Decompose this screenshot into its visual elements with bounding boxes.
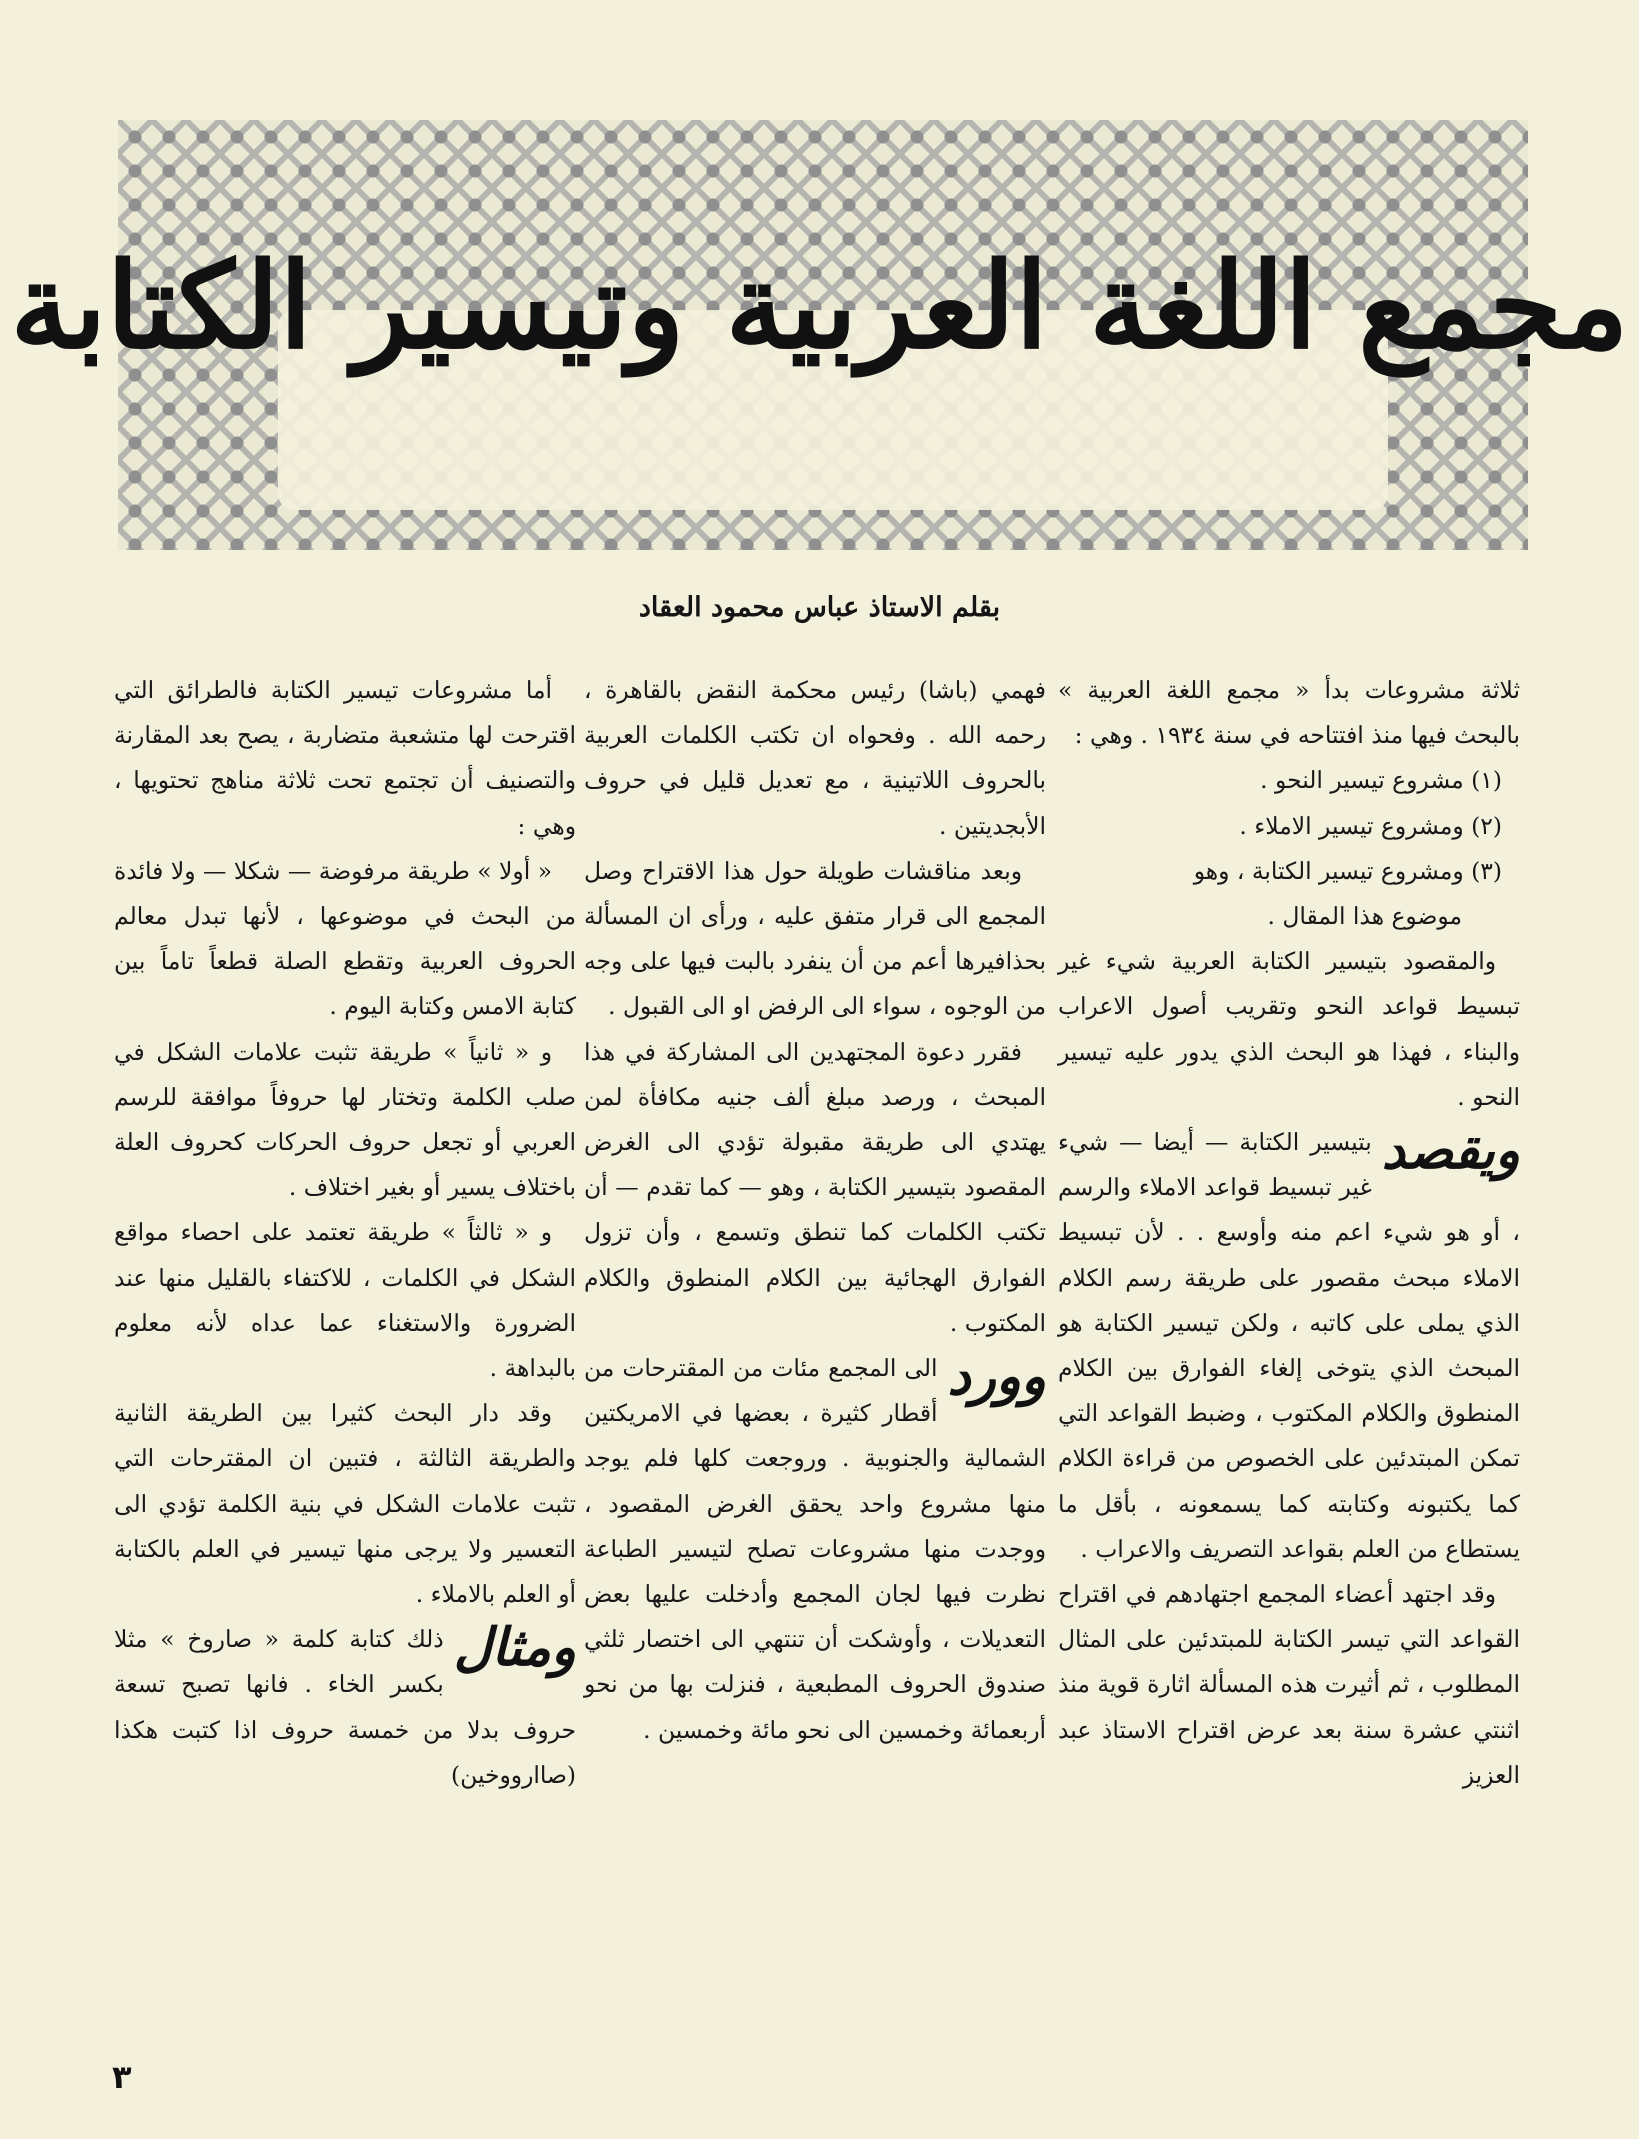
drop-word: وورد	[947, 1346, 1046, 1408]
paragraph-text: ذلك كتابة كلمة « صاروخ » مثلا بكسر الخاء . فانها تصبح تسعة حروف بدلا من خمسة حروف اذا كتبت هكذا (صاارووخين)	[114, 1625, 576, 1789]
list-item: موضوع هذا المقال .	[1267, 902, 1462, 931]
list-item: (٢) ومشروع تيسير الاملاء .	[1239, 811, 1502, 840]
drop-word: ومثال	[453, 1617, 576, 1679]
paragraph: فقرر دعوة المجتهدين الى المشاركة في هذا المبحث ، ورصد مبلغ ألف جنيه مكافأة لمن يهتدي الى طريقة مقبولة تؤدي الى الغرض المقصود بتيسير الكتابة ، وهو — كما تقدم — أن تكتب الكلمات كما تنطق وتسمع ، وأن تزول الفوارق الهجائية بين الكلام المنطوق والكلام المكتوب .	[584, 1037, 1046, 1337]
paragraph: « أولا » طريقة مرفوضة — شكلا — ولا فائدة من البحث في موضوعها ، لأنها تبدل معالم الحروف العربية وتقطع الصلة قطعاً تاماً بين كتابة الامس وكتابة اليوم .	[114, 856, 576, 1021]
paragraph: والمقصود بتيسير الكتابة العربية شيء غير تبسيط قواعد النحو وتقريب أصول الاعراب والبناء ، فهذا هو البحث الذي يدور عليه تيسير النحو .	[1058, 947, 1520, 1111]
paragraph: أما مشروعات تيسير الكتابة فالطرائق التي اقترحت لها متشعبة متضاربة ، يصح بعد المقارنة والتصنيف أن تجتمع تحت ثلاثة مناهج تحتويها ، وهي :	[114, 676, 576, 840]
article-column-middle	[584, 668, 1046, 1753]
article-title: مجمع اللغة العربية وتيسير الكتابة	[10, 236, 1629, 375]
list-item: (١) مشروع تيسير النحو .	[1260, 766, 1502, 795]
article-column-left	[114, 668, 576, 1798]
paragraph: وقد اجتهد أعضاء المجمع اجتهادهم في اقتراح القواعد التي تيسر الكتابة للمبتدئين على المثال المطلوب ، ثم أثيرت هذه المسألة اثارة قوية منذ اثنتي عشرة سنة بعد عرض اقتراح الاستاذ عبد العزيز	[1058, 1580, 1520, 1789]
article-column-right	[1058, 668, 1520, 1798]
page-number: ٣	[112, 2058, 132, 2096]
paragraph: وقد دار البحث كثيرا بين الطريقة الثانية والطريقة الثالثة ، فتبين ان المقترحات التي تثبت علامات الشكل في بنية الكلمة تؤدي الى التعسير ولا يرجى منها تيسير في العلم بالكتابة أو العلم بالاملاء .	[114, 1399, 576, 1609]
drop-word: ويقصد	[1381, 1120, 1520, 1182]
paragraph-with-dropword	[114, 1617, 576, 1798]
paragraph: فهمي (باشا) رئيس محكمة النقض بالقاهرة ، رحمه الله . وفحواه ان تكتب الكلمات العربية بالحروف اللاتينية ، مع تعديل قليل في حروف الأبجديتين .	[584, 676, 1046, 840]
author-byline: بقلم الاستاذ عباس محمود العقاد	[638, 592, 1001, 623]
paragraph-with-dropword	[1058, 1120, 1520, 1572]
list-item: (٣) ومشروع تيسير الكتابة ، وهو	[1193, 856, 1502, 885]
paragraph-text: بتيسير الكتابة — أيضا — شيء غير تبسيط قواعد الاملاء والرسم ، أو هو شيء اعم منه وأوسع . . لأن تبسيط الاملاء مبحث مقصور على طريقة رسم الكلام الذي يملى على كاتبه ، ولكن تيسير الكتابة هو المبحث الذي يتوخى إلغاء الفوارق بين الكلام المنطوق والكلام المكتوب ، وضبط القواعد التي تمكن المبتدئين على الخصوص من قراءة الكلام كما يكتبونه وكتابته كما يسمعونه ، بأقل ما يستطاع من العلم بقواعد التصريف والاعراب .	[1058, 1128, 1520, 1563]
paragraph-with-dropword	[584, 1346, 1046, 1753]
paragraph: و « ثانياً » طريقة تثبت علامات الشكل في صلب الكلمة وتختار لها حروفاً موافقة للرسم العربي أو تجعل حروف الحركات كحروف العلة باختلاف يسير أو بغير اختلاف .	[114, 1037, 576, 1202]
paragraph: وبعد مناقشات طويلة حول هذا الاقتراح وصل المجمع الى قرار متفق عليه ، ورأى ان المسألة بحذافيرها أعم من أن ينفرد بالبت فيها على وجه من الوجوه ، سواء الى الرفض او الى القبول .	[584, 856, 1046, 1021]
paragraph: ثلاثة مشروعات بدأ « مجمع اللغة العربية » بالبحث فيها منذ افتتاحه في سنة ١٩٣٤ . وهي :	[1058, 676, 1520, 750]
paragraph-text: الى المجمع مئات من المقترحات من أقطار كثيرة ، بعضها في الامريكتين الشمالية والجنوبية . وروجعت كلها فلم يوجد منها مشروع واحد يحقق الغرض المقصود ، ووجدت منها مشروعات تصلح لتيسير الطباعة نظرت فيها لجان المجمع وأدخلت عليها بعض التعديلات ، وأوشكت أن تنتهي الى اختصار ثلثي صندوق الحروف المطبعية ، فنزلت بها من نحو أربعمائة وخمسين الى نحو مائة وخمسين .	[584, 1354, 1046, 1744]
paragraph: و « ثالثاً » طريقة تعتمد على احصاء مواقع الشكل في الكلمات ، للاكتفاء بالقليل منها عند الضرورة والاستغناء عما عداه لأنه معلوم بالبداهة .	[114, 1218, 576, 1383]
